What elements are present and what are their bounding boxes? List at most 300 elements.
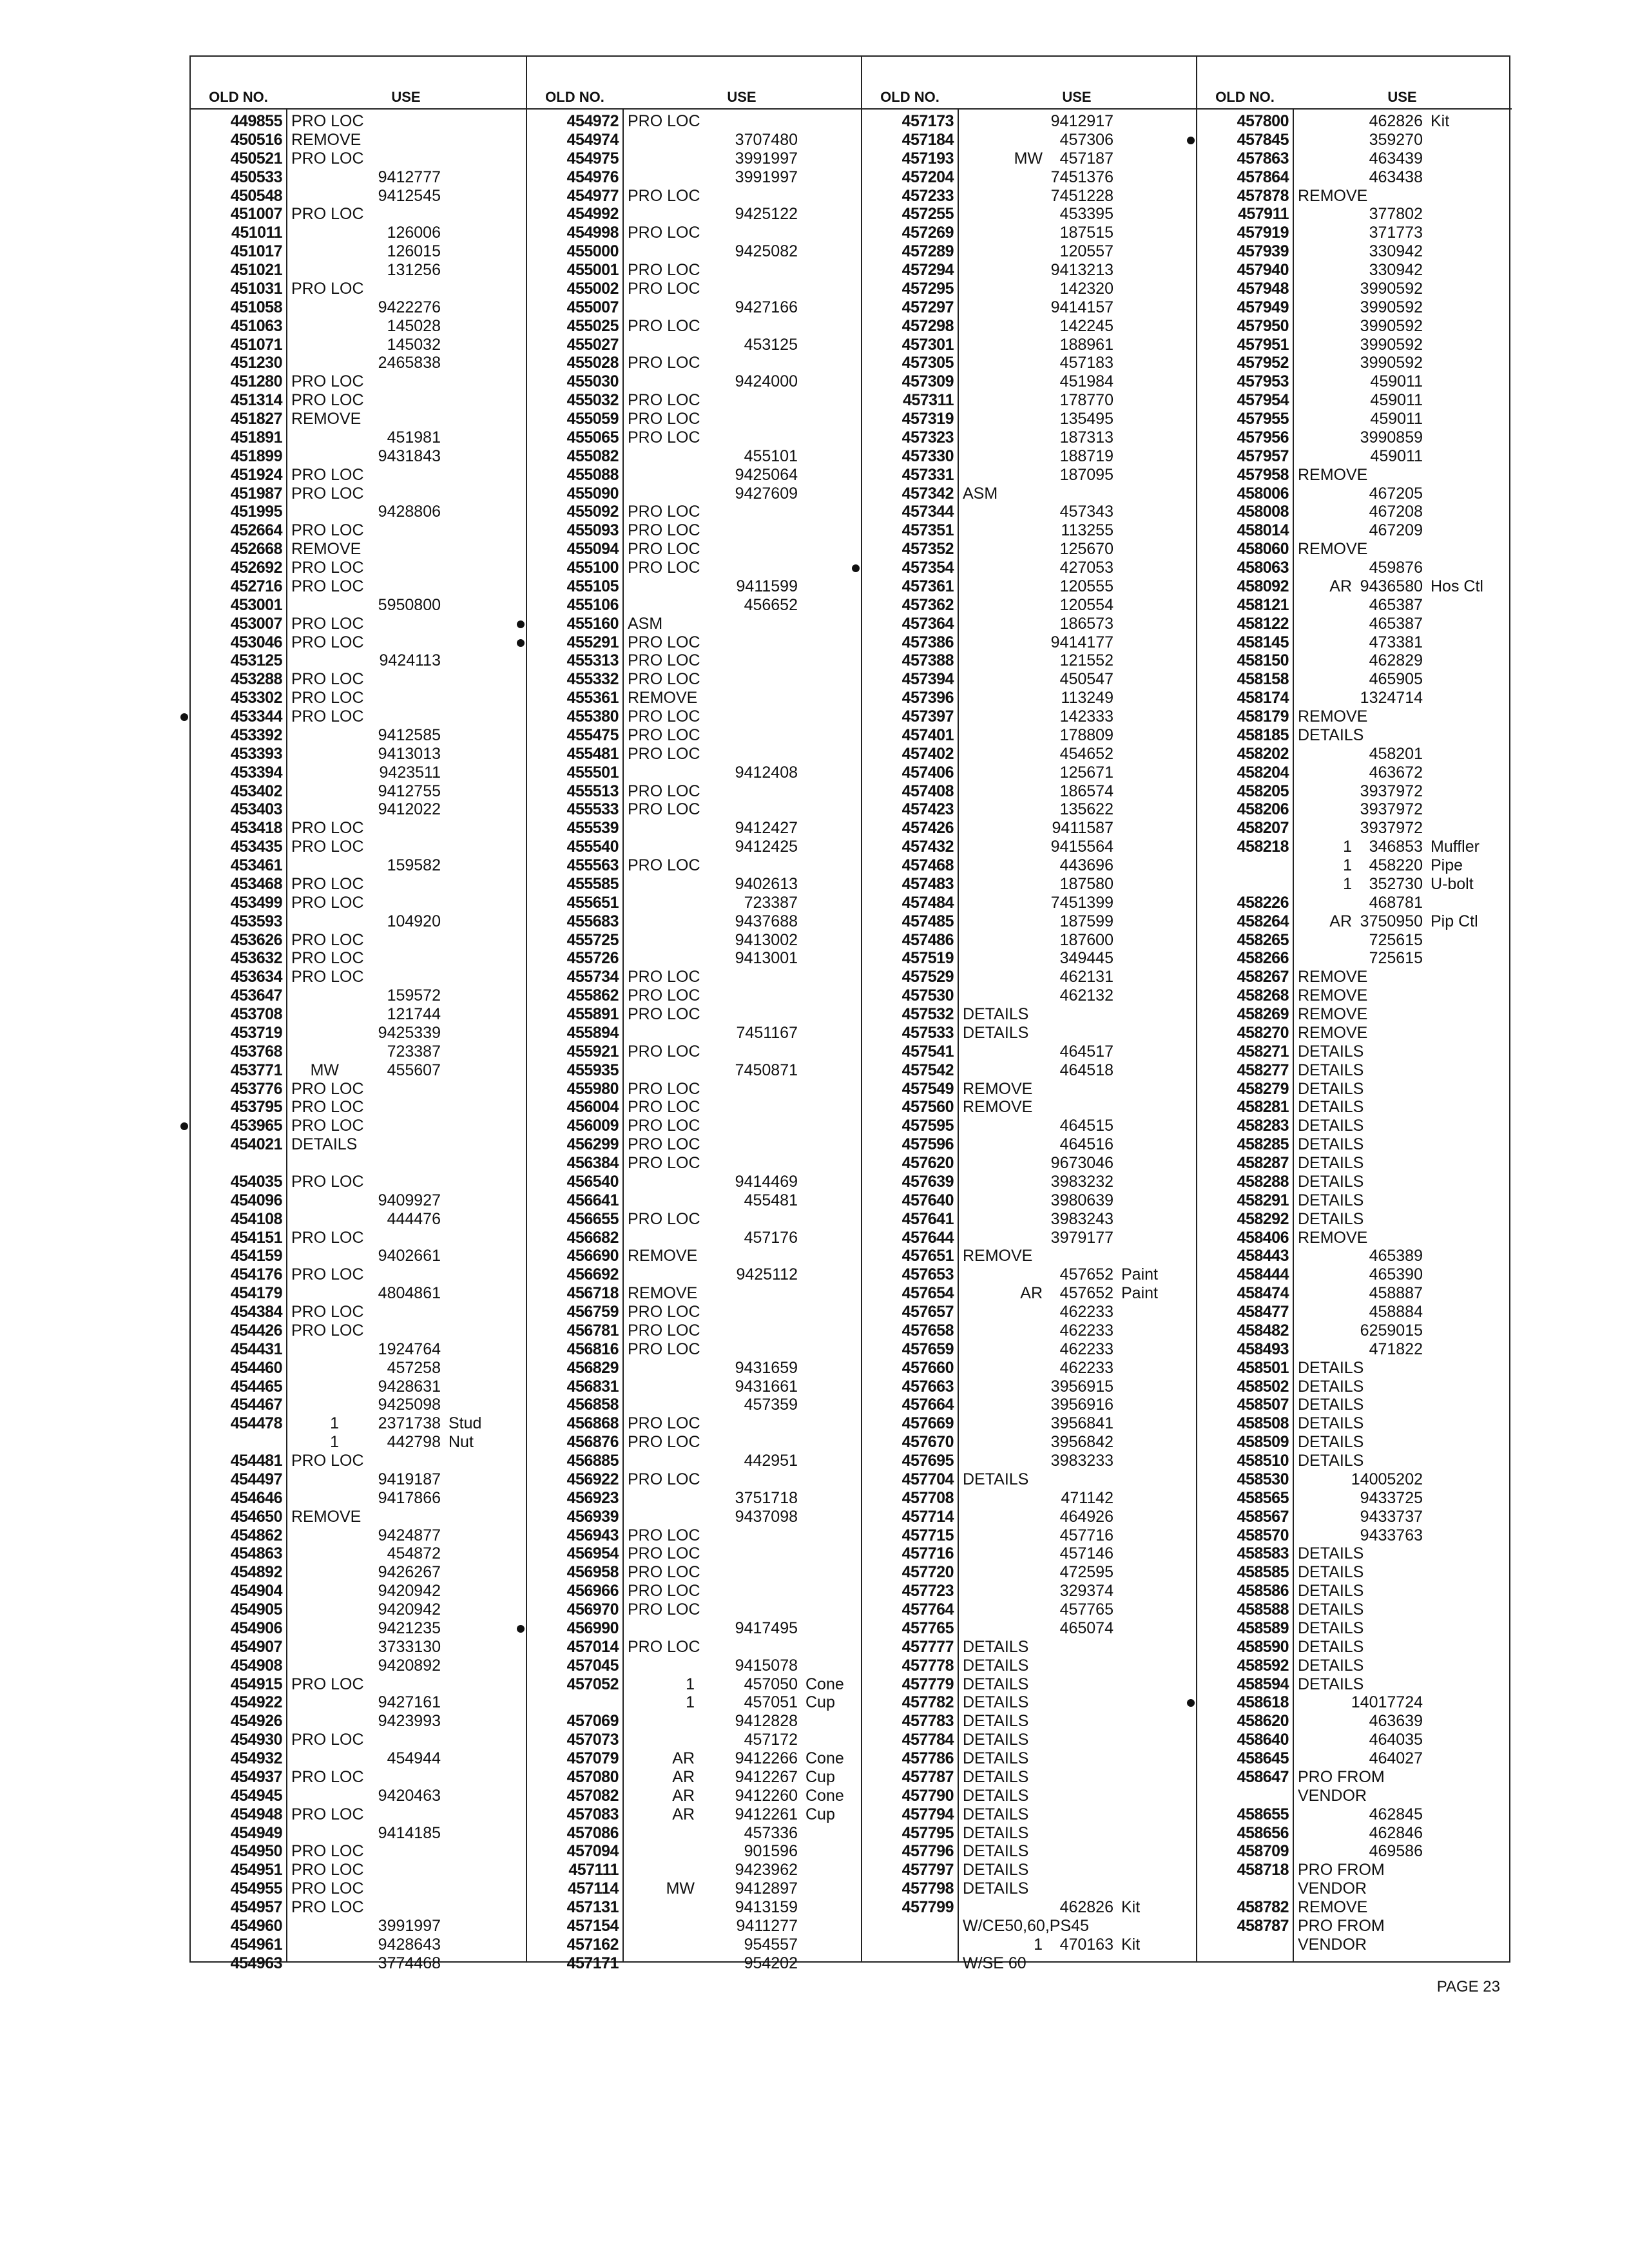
replacement-part-number: 3990592 <box>1360 298 1423 316</box>
replacement-part-number: 458884 <box>1369 1303 1423 1321</box>
table-row <box>1197 1043 1512 1061</box>
replacement-part-number: 464515 <box>1059 1117 1113 1135</box>
replacement-part-number: 9425122 <box>735 205 798 224</box>
old-part-number: 458640 <box>1237 1731 1289 1749</box>
old-part-number: 454384 <box>230 1303 282 1321</box>
replacement-part-number: 473381 <box>1369 633 1423 651</box>
replacement-part-number: 9673046 <box>1050 1154 1113 1172</box>
table-row <box>191 1154 526 1173</box>
table-row <box>191 726 526 745</box>
table-row <box>1197 912 1512 931</box>
table-row <box>527 131 861 149</box>
old-part-number: 457695 <box>901 1452 954 1470</box>
old-part-number: 457878 <box>1237 186 1289 205</box>
use-text: REMOVE <box>628 1247 698 1265</box>
use-text: PRO LOC <box>628 1470 700 1488</box>
table-row <box>862 1582 1196 1600</box>
old-part-number: 455000 <box>566 242 619 261</box>
table-row <box>191 224 526 242</box>
table-row <box>862 242 1196 261</box>
table-row <box>191 1693 526 1712</box>
replacement-part-number: 457258 <box>387 1358 441 1377</box>
replacement-part-number: 9420942 <box>378 1600 441 1619</box>
replacement-part-number: 442951 <box>744 1452 798 1470</box>
use-text: REMOVE <box>1298 1228 1368 1247</box>
old-part-number: 453046 <box>230 633 282 651</box>
column-header <box>862 85 1196 110</box>
use-text: DETAILS <box>963 1675 1029 1693</box>
old-part-number: 457354 <box>901 559 954 577</box>
old-part-number: 458502 <box>1237 1377 1289 1396</box>
column-header <box>527 85 861 110</box>
table-row <box>1197 838 1512 856</box>
old-part-number: 457080 <box>566 1767 619 1786</box>
table-row <box>527 1619 861 1638</box>
quantity: 1 <box>1343 874 1352 893</box>
replacement-part-number: 142333 <box>1059 707 1113 726</box>
table-row <box>1197 577 1512 596</box>
old-part-number: 457596 <box>901 1135 954 1154</box>
old-part-number: 457423 <box>901 800 954 819</box>
use-text: PRO LOC <box>628 1433 700 1452</box>
use-text: PRO LOC <box>628 1135 700 1154</box>
old-part-number: 455734 <box>566 968 619 986</box>
table-row <box>191 1508 526 1526</box>
table-section-3 <box>861 57 1196 1972</box>
table-row <box>527 1359 861 1378</box>
use-text: PRO LOC <box>291 1228 364 1247</box>
replacement-part-number: 9425112 <box>736 1265 798 1284</box>
old-part-number: 454905 <box>230 1600 282 1619</box>
replacement-part-number: 7450871 <box>735 1061 798 1079</box>
replacement-part-number: 125670 <box>1059 540 1113 559</box>
old-part-number: 454904 <box>230 1582 282 1600</box>
old-part-number: 453965 <box>230 1117 282 1135</box>
table-row <box>1197 447 1512 466</box>
table-row <box>527 1117 861 1135</box>
table-row <box>191 949 526 968</box>
old-part-number: 456943 <box>566 1526 619 1544</box>
replacement-part-number: 465389 <box>1369 1247 1423 1265</box>
old-part-number: 453626 <box>230 930 282 949</box>
part-note: Cup <box>805 1767 835 1786</box>
table-row <box>862 1135 1196 1154</box>
replacement-part-number: 9412267 <box>735 1767 798 1786</box>
table-row <box>1197 372 1512 391</box>
use-text: PRO LOC <box>628 856 700 874</box>
old-part-number: 451063 <box>230 316 282 335</box>
table-row <box>1197 856 1512 875</box>
replacement-part-number: 329374 <box>1059 1582 1113 1600</box>
table-row <box>862 1470 1196 1489</box>
table-row <box>191 131 526 149</box>
part-note: Cup <box>805 1805 835 1823</box>
old-part-number: 457173 <box>901 112 954 130</box>
old-part-number: 458122 <box>1237 614 1289 633</box>
old-part-number: 458060 <box>1237 540 1289 559</box>
table-row <box>527 1898 861 1917</box>
replacement-part-number: 9412777 <box>378 168 441 186</box>
old-part-number: 457716 <box>901 1544 954 1563</box>
old-part-number: 455513 <box>566 782 619 800</box>
table-row <box>527 1470 861 1489</box>
replacement-part-number: 9412585 <box>378 726 441 744</box>
old-part-number: 456004 <box>566 1098 619 1117</box>
replacement-part-number: 464518 <box>1059 1061 1113 1079</box>
old-part-number: 454863 <box>230 1544 282 1563</box>
old-part-number: 457432 <box>901 838 954 856</box>
replacement-part-number: 457716 <box>1059 1526 1113 1544</box>
old-part-number: 451021 <box>230 261 282 279</box>
replacement-part-number: 1924764 <box>378 1340 441 1358</box>
old-part-number: 457796 <box>901 1842 954 1861</box>
replacement-part-number: 9433763 <box>1360 1526 1423 1544</box>
replacement-part-number: 472595 <box>1059 1563 1113 1582</box>
replacement-part-number: 465387 <box>1369 595 1423 614</box>
page-number: PAGE 23 <box>1436 1978 1500 1995</box>
replacement-part-number: 464027 <box>1369 1749 1423 1767</box>
old-part-number: 454465 <box>230 1377 282 1396</box>
bullet-marker-icon <box>852 564 860 572</box>
table-row <box>1197 1284 1512 1303</box>
replacement-part-number: 9412545 <box>378 186 441 205</box>
old-part-number: 449855 <box>230 112 282 130</box>
table-row <box>191 819 526 838</box>
old-part-number: 456922 <box>566 1470 619 1488</box>
column-header <box>191 85 526 110</box>
old-part-number: 451924 <box>230 465 282 484</box>
bullet-marker-icon <box>180 1122 188 1130</box>
use-text: REMOVE <box>291 130 361 149</box>
table-row <box>862 1657 1196 1675</box>
table-row <box>1197 1452 1512 1470</box>
table-row <box>191 1321 526 1340</box>
table-rows <box>862 112 1196 1973</box>
use-text: DETAILS <box>963 1805 1029 1823</box>
replacement-part-number: 9427166 <box>735 298 798 316</box>
use-text: PRO LOC <box>291 465 364 484</box>
use-text: REMOVE <box>963 1098 1033 1117</box>
old-part-number: 457794 <box>901 1805 954 1823</box>
use-text: DETAILS <box>963 1842 1029 1861</box>
table-row <box>527 1731 861 1749</box>
use-text: DETAILS <box>1298 1675 1364 1693</box>
table-row <box>1197 1378 1512 1396</box>
quantity: AR <box>672 1767 695 1786</box>
old-part-number: 456923 <box>566 1488 619 1507</box>
table-row <box>527 1154 861 1173</box>
old-part-number: 457233 <box>901 186 954 205</box>
old-part-number: 457331 <box>901 465 954 484</box>
replacement-part-number: 121744 <box>387 1005 441 1023</box>
table-row <box>862 187 1196 206</box>
column-header <box>1197 85 1512 110</box>
table-row <box>527 615 861 633</box>
use-text: PRO LOC <box>291 521 364 540</box>
table-row <box>862 1005 1196 1024</box>
table-row <box>862 1061 1196 1080</box>
table-row <box>191 1842 526 1861</box>
replacement-part-number: 9423962 <box>735 1861 798 1879</box>
replacement-part-number: 457306 <box>1059 130 1113 149</box>
use-text: DETAILS <box>963 1023 1029 1042</box>
use-text: PRO LOC <box>291 1079 364 1098</box>
use-text: PRO LOC <box>291 838 364 856</box>
old-part-number: 455862 <box>566 986 619 1005</box>
old-part-number: 458474 <box>1237 1284 1289 1303</box>
replacement-part-number: 462846 <box>1369 1823 1423 1842</box>
old-part-number: 457778 <box>901 1656 954 1675</box>
use-text: DETAILS <box>963 1823 1029 1842</box>
use-text: PRO LOC <box>291 707 364 726</box>
use-text: PRO LOC <box>291 1861 364 1879</box>
replacement-part-number: 456652 <box>744 595 798 614</box>
use-text: PRO LOC <box>291 1898 364 1916</box>
replacement-part-number: 901596 <box>744 1842 798 1861</box>
replacement-part-number: 9409927 <box>378 1191 441 1209</box>
table-row <box>191 280 526 298</box>
old-part-number: 458718 <box>1237 1861 1289 1879</box>
table-row <box>527 1247 861 1265</box>
use-text: DETAILS <box>1298 1637 1364 1656</box>
table-row <box>527 540 861 559</box>
old-part-number: 455106 <box>566 595 619 614</box>
table-row <box>191 1470 526 1489</box>
quantity: AR <box>1329 912 1352 930</box>
old-part-number: 455025 <box>566 316 619 335</box>
table-row <box>862 205 1196 224</box>
use-text: DETAILS <box>1298 1154 1364 1172</box>
old-part-number: 455030 <box>566 372 619 391</box>
use-text: PRO LOC <box>628 986 700 1005</box>
old-part-number: 458292 <box>1237 1209 1289 1228</box>
old-part-number: 456868 <box>566 1414 619 1433</box>
old-part-number: 457162 <box>566 1935 619 1954</box>
use-text: PRO LOC <box>291 633 364 651</box>
use-text: PRO LOC <box>291 1879 364 1898</box>
old-part-number: 454431 <box>230 1340 282 1358</box>
use-text: PRO LOC <box>628 112 700 130</box>
old-part-number: 454908 <box>230 1656 282 1675</box>
table-row <box>1197 949 1512 968</box>
table-row <box>191 689 526 707</box>
old-part-number: 450521 <box>230 149 282 168</box>
replacement-part-number: 131256 <box>387 261 441 279</box>
replacement-part-number: 462132 <box>1059 986 1113 1005</box>
old-part-number: 454035 <box>230 1172 282 1191</box>
table-row <box>862 1749 1196 1768</box>
table-row <box>527 1489 861 1508</box>
table-row <box>1197 242 1512 261</box>
replacement-part-number: 9423511 <box>379 763 441 782</box>
table-row <box>527 1508 861 1526</box>
replacement-part-number: 349445 <box>1059 949 1113 968</box>
old-part-number: 458530 <box>1237 1470 1289 1488</box>
old-part-number: 455001 <box>566 261 619 279</box>
table-row <box>527 894 861 912</box>
table-row <box>527 1563 861 1582</box>
old-part-number: 451071 <box>230 335 282 354</box>
quantity: AR <box>672 1805 695 1823</box>
old-part-number: 455059 <box>566 410 619 428</box>
old-part-number: 454948 <box>230 1805 282 1823</box>
table-row <box>191 1824 526 1843</box>
table-row <box>191 1359 526 1378</box>
old-part-number: 457541 <box>901 1042 954 1061</box>
old-part-number: 455921 <box>566 1042 619 1061</box>
table-row <box>862 280 1196 298</box>
table-row <box>862 1359 1196 1378</box>
table-row <box>527 1954 861 1973</box>
replacement-part-number: 3956842 <box>1050 1433 1113 1452</box>
old-part-number: 457664 <box>901 1396 954 1414</box>
old-part-number: 457045 <box>566 1656 619 1675</box>
table-row <box>527 1675 861 1694</box>
replacement-part-number: 125671 <box>1059 763 1113 782</box>
replacement-part-number: 9411599 <box>736 577 798 595</box>
old-part-number: 453418 <box>230 819 282 838</box>
use-text: PRO LOC <box>291 391 364 410</box>
old-part-number: 454930 <box>230 1731 282 1749</box>
table-row <box>191 1284 526 1303</box>
table-row <box>1197 521 1512 540</box>
old-part-number: 458655 <box>1237 1805 1289 1823</box>
header-old-no: OLD NO. <box>880 89 940 105</box>
table-row <box>527 968 861 986</box>
old-part-number: 458782 <box>1237 1898 1289 1916</box>
old-part-number: 458588 <box>1237 1600 1289 1619</box>
replacement-part-number: 9412427 <box>735 819 798 838</box>
old-part-number: 457777 <box>901 1637 954 1656</box>
use-text: PRO LOC <box>628 503 700 521</box>
use-text: DETAILS <box>1298 1600 1364 1619</box>
table-row <box>527 1080 861 1099</box>
replacement-part-number: 7451376 <box>1050 168 1113 186</box>
replacement-part-number: 9413213 <box>1050 261 1113 279</box>
replacement-part-number: 3983233 <box>1050 1452 1113 1470</box>
use-text: PRO LOC <box>291 930 364 949</box>
old-part-number: 454096 <box>230 1191 282 1209</box>
old-part-number: 457086 <box>566 1823 619 1842</box>
old-part-number: 458501 <box>1237 1358 1289 1377</box>
table-row <box>862 1265 1196 1284</box>
replacement-part-number: 462233 <box>1059 1358 1113 1377</box>
table-row <box>1197 503 1512 521</box>
table-row <box>1197 1321 1512 1340</box>
old-part-number: 458620 <box>1237 1712 1289 1731</box>
use-text: PRO LOC <box>291 1321 364 1340</box>
old-part-number: 457094 <box>566 1842 619 1861</box>
old-part-number: 457204 <box>901 168 954 186</box>
old-part-number: 454998 <box>566 224 619 242</box>
table-row <box>527 1879 861 1898</box>
old-part-number: 457620 <box>901 1154 954 1172</box>
table-row <box>1197 1638 1512 1657</box>
old-part-number: 457654 <box>901 1284 954 1303</box>
old-part-number: 458291 <box>1237 1191 1289 1209</box>
old-part-number: 451031 <box>230 279 282 298</box>
use-text: DETAILS <box>963 1656 1029 1675</box>
replacement-part-number: 9433725 <box>1360 1488 1423 1507</box>
table-row <box>527 1433 861 1452</box>
replacement-part-number: 9412917 <box>1050 112 1113 130</box>
old-part-number: 456641 <box>566 1191 619 1209</box>
old-part-number: 455090 <box>566 484 619 503</box>
replacement-part-number: 462233 <box>1059 1303 1113 1321</box>
old-part-number: 457957 <box>1237 447 1289 465</box>
old-part-number: 453394 <box>230 763 282 782</box>
old-part-number: 458482 <box>1237 1321 1289 1340</box>
old-part-number: 456858 <box>566 1396 619 1414</box>
old-part-number: 457784 <box>901 1731 954 1749</box>
replacement-part-number: 457336 <box>744 1823 798 1842</box>
old-part-number: 457651 <box>901 1247 954 1265</box>
table-row <box>191 931 526 950</box>
old-part-number: 457956 <box>1237 428 1289 447</box>
quantity: MW <box>666 1879 695 1898</box>
table-row <box>862 1210 1196 1229</box>
table-row <box>191 354 526 372</box>
old-part-number: 457352 <box>901 540 954 559</box>
table-row <box>527 1936 861 1954</box>
old-part-number: 458570 <box>1237 1526 1289 1544</box>
table-row <box>527 317 861 336</box>
table-section-4 <box>1196 57 1512 1961</box>
table-row <box>1197 745 1512 764</box>
old-part-number: 458645 <box>1237 1749 1289 1767</box>
table-row <box>1197 112 1512 131</box>
use-text: ASM <box>963 484 998 503</box>
old-part-number: 454892 <box>230 1563 282 1582</box>
table-row <box>191 596 526 615</box>
table-row <box>1197 1265 1512 1284</box>
replacement-part-number: 455607 <box>387 1061 441 1079</box>
replacement-part-number: 9417495 <box>735 1619 798 1637</box>
old-part-number: 457483 <box>901 874 954 893</box>
use-text: PRO LOC <box>291 1117 364 1135</box>
table-row <box>1197 633 1512 652</box>
old-part-number: 457344 <box>901 503 954 521</box>
old-part-number: 458218 <box>1237 838 1289 856</box>
replacement-part-number: 459011 <box>1370 372 1423 391</box>
table-row <box>527 1229 861 1247</box>
old-part-number: 453795 <box>230 1098 282 1117</box>
table-row <box>1197 875 1512 894</box>
old-part-number: 457715 <box>901 1526 954 1544</box>
old-part-number: 456759 <box>566 1303 619 1321</box>
replacement-part-number: 9426267 <box>378 1563 441 1582</box>
use-text: PRO LOC <box>291 670 364 689</box>
use-text: PRO LOC <box>628 521 700 540</box>
old-part-number: 457640 <box>901 1191 954 1209</box>
replacement-part-number: 187600 <box>1059 930 1113 949</box>
table-row <box>191 1210 526 1229</box>
old-part-number: 454977 <box>566 186 619 205</box>
table-row <box>191 1247 526 1265</box>
old-part-number: 455027 <box>566 335 619 354</box>
old-part-number: 457958 <box>1237 465 1289 484</box>
replacement-part-number: 9419187 <box>378 1470 441 1488</box>
old-part-number: 451058 <box>230 298 282 316</box>
old-part-number: 458281 <box>1237 1098 1289 1117</box>
table-row <box>862 1024 1196 1043</box>
part-note: Muffler <box>1431 838 1480 856</box>
table-row <box>862 670 1196 689</box>
quantity: AR <box>672 1786 695 1805</box>
table-row <box>191 187 526 206</box>
use-text: PRO LOC <box>291 1172 364 1191</box>
old-part-number: 458507 <box>1237 1396 1289 1414</box>
